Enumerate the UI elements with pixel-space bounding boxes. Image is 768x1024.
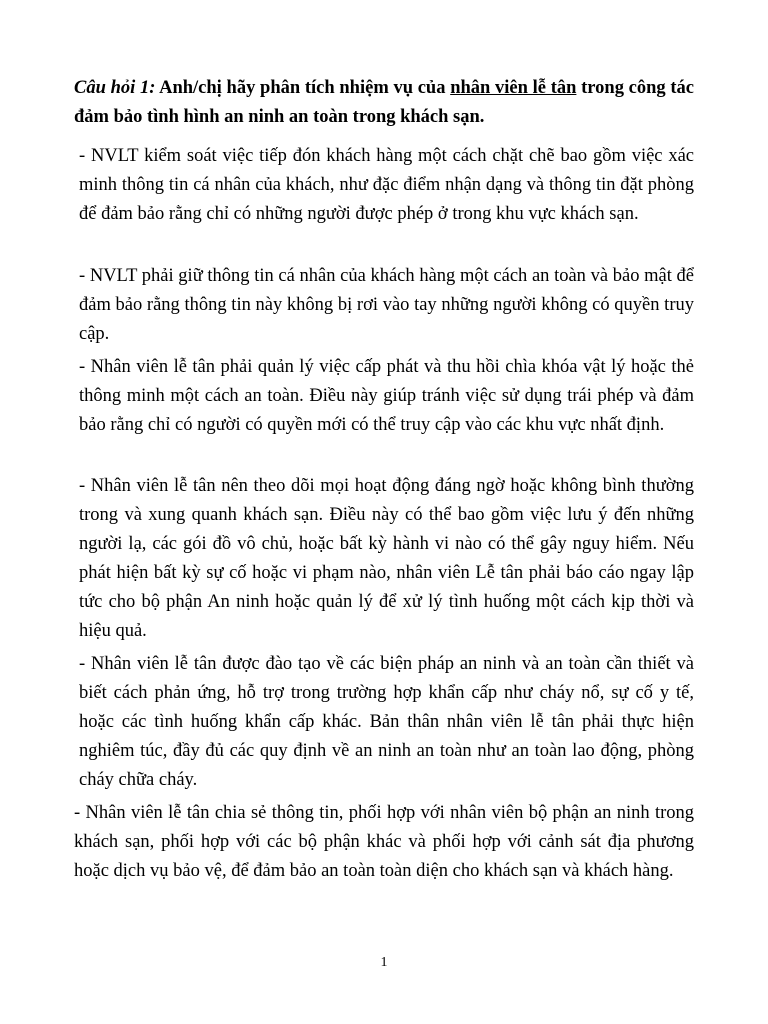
answer-paragraph-3: - Nhân viên lễ tân phải quản lý việc cấp phát và thu hồi chìa khóa vật lý hoặc thẻ thông minh một cách an toàn. Điều này giúp tránh việc sử dụng trái phép và đảm bảo rằng chỉ có người có quyền mới có thể truy cập vào các khu vực nhất định. <box>79 357 694 435</box>
answer-paragraph-5: - Nhân viên lễ tân được đào tạo về các biện pháp an ninh và an toàn cần thiết và biết cách phản ứng, hỗ trợ trong trường hợp khẩn cấp như cháy nổ, sự cố y tế, hoặc các tình huống khẩn cấp khác. Bản thân nhân viên lễ tân phải thực hiện nghiêm túc, đầy đủ các quy định về an ninh an toàn như an toàn lao động, phòng cháy chữa cháy. <box>79 654 694 790</box>
answer-paragraph-4: - Nhân viên lễ tân nên theo dõi mọi hoạt động đáng ngờ hoặc không bình thường trong và xung quanh khách sạn. Điều này có thể bao gồm việc lưu ý đến những người lạ, các gói đồ vô chủ, hoặc bất kỳ hành vi nào có thể gây nguy hiểm. Nếu phát hiện bất kỳ sự cố hoặc vi phạm nào, nhân viên Lễ tân phải báo cáo ngay lập tức cho bộ phận An ninh hoặc quản lý để xử lý tình huống một cách kịp thời và hiệu quả. <box>79 476 694 641</box>
question-underlined-term: nhân viên lễ tân <box>450 78 577 98</box>
question-heading <box>74 74 694 132</box>
question-label: Câu hỏi 1: <box>74 78 156 98</box>
answer-paragraph-2: - NVLT phải giữ thông tin cá nhân của khách hàng một cách an toàn và bảo mật để đảm bảo rằng thông tin này không bị rơi vào tay những người không có quyền truy cập. <box>79 266 694 344</box>
question-text-after: trong công tác đảm bảo tình hình an ninh an toàn trong khách sạn. <box>74 78 695 127</box>
answer-paragraph-1: - NVLT kiểm soát việc tiếp đón khách hàng một cách chặt chẽ bao gồm việc xác minh thông tin cá nhân của khách, như đặc điểm nhận dạng và thông tin đặt phòng để đảm bảo rằng chỉ có những người được phép ở trong khu vực khách sạn. <box>79 146 694 224</box>
page-number: 1 <box>380 955 388 970</box>
answer-paragraph-6: - Nhân viên lễ tân chia sẻ thông tin, phối hợp với nhân viên bộ phận an ninh trong khách sạn, phối hợp với các bộ phận khác và phối hợp với cảnh sát địa phương hoặc dịch vụ bảo vệ, để đảm bảo an toàn toàn diện cho khách sạn và khách hàng. <box>74 803 694 881</box>
question-text-before: Anh/chị hãy phân tích nhiệm vụ của <box>155 78 451 98</box>
